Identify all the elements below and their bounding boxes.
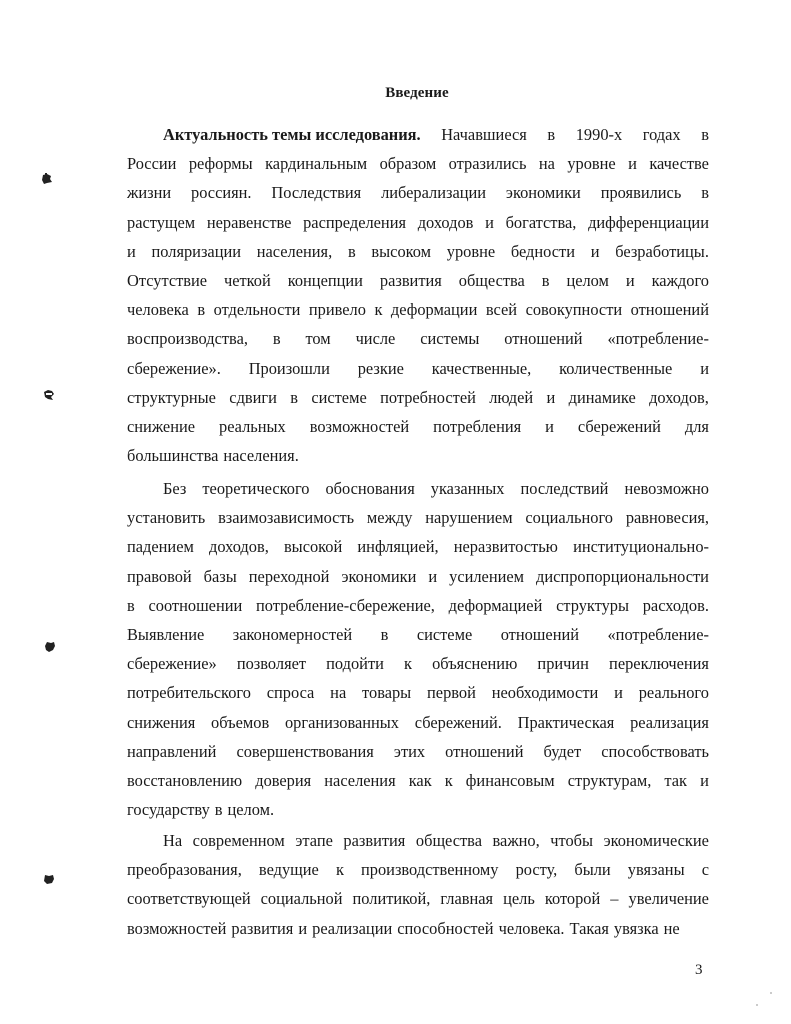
word: богатства,	[505, 212, 577, 232]
text-line	[127, 884, 709, 913]
text-line	[127, 354, 709, 383]
text-line	[127, 503, 709, 532]
word: обоснования	[325, 479, 415, 498]
text-line	[127, 766, 709, 795]
word: важно,	[492, 831, 540, 850]
word: поляризации	[151, 241, 242, 261]
word: политикой,	[352, 889, 431, 909]
word: в	[701, 183, 709, 203]
word: доходов,	[209, 537, 269, 557]
word: на	[538, 154, 555, 174]
word: сбережение».	[127, 358, 221, 378]
word: образом	[379, 154, 437, 174]
word: первой	[427, 683, 476, 703]
word: Произошли	[248, 358, 330, 378]
word: доходов	[417, 212, 474, 232]
word: развития	[379, 270, 442, 290]
word: потребительского	[127, 683, 251, 703]
text-line	[127, 678, 709, 707]
word: жизни	[127, 183, 172, 203]
word: увязка	[613, 918, 659, 938]
word: переключения	[609, 654, 709, 674]
text-line	[127, 914, 709, 943]
word: Практическая	[517, 712, 615, 732]
word: снижение	[127, 416, 196, 436]
paragraph-relevance	[127, 120, 709, 470]
word: способностей	[397, 918, 494, 938]
word: высоком	[371, 241, 432, 261]
scan-blot-mark	[41, 173, 53, 183]
text-line	[127, 412, 709, 441]
word: равновесия,	[625, 508, 709, 528]
text-line	[127, 266, 709, 295]
word: отношений	[445, 741, 524, 761]
word: диспропорциональности	[536, 566, 709, 586]
word: указанных	[430, 479, 505, 498]
text-line	[127, 383, 709, 412]
word: которой	[544, 889, 601, 909]
word: позволяет	[236, 654, 307, 674]
word: человека	[127, 300, 189, 320]
word: Последствия	[271, 183, 362, 203]
word: Выявление	[127, 624, 205, 644]
text-line	[127, 178, 709, 207]
word: в	[197, 300, 206, 320]
word: целом.	[227, 800, 275, 820]
word: большинства	[127, 446, 219, 466]
word: в	[290, 387, 298, 407]
word: населения	[324, 770, 396, 790]
word: структурам,	[567, 770, 652, 790]
word: в	[347, 241, 356, 261]
scan-blot-mark	[43, 389, 55, 399]
word: населения.	[223, 446, 299, 466]
word: воспроизводства,	[127, 329, 248, 349]
text-line	[127, 295, 709, 324]
word: системе	[311, 387, 367, 407]
word: чтобы	[550, 831, 594, 850]
word: высокой	[283, 537, 343, 557]
word: не	[663, 918, 680, 938]
word: спроса	[266, 683, 315, 703]
word: доходов,	[649, 387, 709, 407]
word: к	[374, 300, 383, 320]
word: целом	[566, 270, 609, 290]
scan-blot-mark	[43, 873, 55, 883]
word: и	[628, 154, 637, 174]
word: доверия	[255, 770, 312, 790]
text-line	[127, 208, 709, 237]
word: том	[305, 329, 331, 349]
word: и	[485, 212, 494, 232]
text-line	[127, 120, 709, 149]
word: потребностей	[380, 387, 476, 407]
word: необходимости	[491, 683, 599, 703]
word: привело	[308, 300, 366, 320]
word: потребления	[433, 416, 522, 436]
word: способствовать	[601, 741, 709, 761]
word: к	[444, 770, 453, 790]
word: каждого	[651, 270, 709, 290]
word: были	[574, 860, 611, 880]
word: развития	[231, 918, 294, 938]
word: отношений	[504, 329, 583, 349]
word: в	[127, 595, 135, 615]
word: в	[214, 800, 223, 820]
word: инфляцией,	[357, 537, 439, 557]
word: теоретического	[202, 479, 310, 498]
word: причин	[537, 654, 589, 674]
text-line	[127, 591, 709, 620]
word: финансовым	[465, 770, 555, 790]
word: закономерностей	[232, 624, 353, 644]
word: последствий	[520, 479, 609, 498]
word: неразвитостью	[453, 537, 558, 557]
word: деформации	[390, 300, 478, 320]
word: переходной	[248, 566, 330, 586]
word: соотношении	[148, 595, 243, 615]
word: количественные	[559, 358, 673, 378]
word: Начавшиеся	[441, 125, 527, 144]
word: «потребление-	[607, 329, 709, 349]
word: возможностей	[309, 416, 410, 436]
word: расходов.	[642, 595, 709, 615]
word: производственному	[361, 860, 499, 880]
word: либерализации	[381, 183, 487, 203]
word: возможностей	[127, 918, 227, 938]
word: направлений	[127, 741, 217, 761]
word: соответствующей	[127, 889, 251, 909]
word: экономические	[603, 831, 709, 850]
word: Актуальность темы исследования.	[163, 125, 421, 144]
word: концепции	[287, 270, 363, 290]
word: Без	[163, 479, 187, 498]
word: и	[428, 566, 438, 586]
word: базы	[203, 566, 237, 586]
word: экономики	[505, 183, 581, 203]
word: россиян.	[191, 183, 252, 203]
scan-speck	[756, 1004, 758, 1006]
word: системе	[416, 624, 473, 644]
word: развития	[343, 831, 406, 850]
word: реальных	[219, 416, 286, 436]
paragraph-current-stage	[127, 826, 709, 943]
word: нарушением	[425, 508, 513, 528]
word: так	[664, 770, 688, 790]
word: сбережений	[577, 416, 661, 436]
word: человека.	[498, 918, 565, 938]
word: 1990-х	[575, 125, 623, 144]
word: усилением	[449, 566, 525, 586]
text-line	[127, 237, 709, 266]
word: на	[330, 683, 347, 703]
word: ведущие	[258, 860, 319, 880]
word: в	[701, 125, 709, 144]
word: проявились	[600, 183, 682, 203]
word: социального	[525, 508, 613, 528]
word: Такая	[569, 918, 609, 938]
word: структурные	[127, 387, 216, 407]
word: невозможно	[624, 479, 709, 498]
word: годах	[642, 125, 681, 144]
word: увеличение	[628, 889, 709, 909]
word: деформацией	[448, 595, 543, 615]
word: сдвиги	[229, 387, 277, 407]
word: кардинальным	[265, 154, 368, 174]
word: общества	[458, 270, 525, 290]
word: –	[610, 889, 619, 909]
text-line	[127, 149, 709, 178]
word: растущем	[127, 212, 196, 232]
word: в	[547, 125, 556, 144]
word: отношений	[500, 624, 580, 644]
word: для	[684, 416, 709, 436]
text-line	[127, 737, 709, 766]
page-number: 3	[695, 962, 703, 978]
word: четкой	[223, 270, 271, 290]
word: и	[700, 770, 709, 790]
word: и	[127, 241, 136, 261]
word: реализации	[312, 918, 393, 938]
scan-blot-mark	[44, 641, 56, 651]
word: и	[614, 683, 623, 703]
word: государству	[127, 800, 210, 820]
word: будет	[543, 741, 582, 761]
text-line	[127, 324, 709, 353]
word: реализация	[630, 712, 709, 732]
word: объемов	[211, 712, 270, 732]
page-title: Введение	[385, 85, 449, 101]
word: системы	[420, 329, 480, 349]
text-line	[127, 795, 709, 824]
word: качественные,	[431, 358, 532, 378]
word: экономики	[341, 566, 417, 586]
word: людей	[489, 387, 534, 407]
word: населения,	[256, 241, 333, 261]
word: этих	[393, 741, 426, 761]
word: в	[541, 270, 550, 290]
word: бедности	[510, 241, 575, 261]
word: цель	[503, 889, 535, 909]
word: резкие	[357, 358, 404, 378]
word: и	[298, 918, 308, 938]
word: преобразования,	[127, 860, 242, 880]
text-line	[127, 620, 709, 649]
word: «потребление-	[607, 624, 709, 644]
word: взаимозависимость	[218, 508, 355, 528]
word: институционально-	[573, 537, 709, 557]
text-line	[127, 826, 709, 855]
word: неравенстве	[206, 212, 292, 232]
word: потребление-сбережение,	[256, 595, 435, 615]
word: главная	[440, 889, 494, 909]
word: динамике	[568, 387, 636, 407]
word: На	[163, 831, 183, 850]
word: и	[545, 416, 554, 436]
text-line	[127, 708, 709, 737]
word: установить	[127, 508, 206, 528]
word: увязаны	[627, 860, 685, 880]
word: безработицы.	[615, 241, 709, 261]
word: и	[700, 358, 709, 378]
word: и	[590, 241, 600, 261]
text-line	[127, 562, 709, 591]
scan-speck	[770, 992, 772, 994]
word: подойти	[326, 654, 384, 674]
word: как	[408, 770, 432, 790]
word: распределения	[303, 212, 407, 232]
text-line	[127, 532, 709, 561]
word: уровне	[446, 241, 496, 261]
text-line	[127, 474, 709, 503]
word: отдельности	[213, 300, 301, 320]
word: росту,	[515, 860, 558, 880]
word: реального	[638, 683, 709, 703]
word: уровне	[567, 154, 616, 174]
paragraph-theoretical-basis	[127, 474, 709, 824]
word: в	[272, 329, 281, 349]
word: социальной	[260, 889, 343, 909]
word: с	[701, 860, 709, 880]
word: Отсутствие	[127, 270, 208, 290]
word: качестве	[649, 154, 709, 174]
word: и	[546, 387, 556, 407]
word: организованных	[284, 712, 400, 732]
word: совершенствования	[236, 741, 374, 761]
word: правовой	[127, 566, 192, 586]
word: между	[366, 508, 413, 528]
word: России	[127, 154, 177, 174]
word: структуры	[556, 595, 629, 615]
word: отношений	[630, 300, 709, 320]
word: числе	[355, 329, 396, 349]
word: дифференциации	[588, 212, 709, 232]
word: падением	[127, 537, 194, 557]
word: и	[625, 270, 635, 290]
text-line	[127, 649, 709, 678]
word: к	[335, 860, 344, 880]
word: этапе	[295, 831, 333, 850]
word: снижения	[127, 712, 196, 732]
text-line	[127, 855, 709, 884]
text-line	[127, 441, 709, 470]
word: современном	[192, 831, 285, 850]
word: восстановлению	[127, 770, 243, 790]
word: сбережений.	[414, 712, 502, 732]
word: общества	[415, 831, 482, 850]
word: сбережение»	[127, 654, 217, 674]
word: к	[404, 654, 412, 674]
word: всей	[485, 300, 518, 320]
word: объяснению	[432, 654, 518, 674]
word: отразились	[448, 154, 527, 174]
word: реформы	[188, 154, 253, 174]
word: товары	[362, 683, 412, 703]
word: совокупности	[525, 300, 623, 320]
word: в	[380, 624, 389, 644]
